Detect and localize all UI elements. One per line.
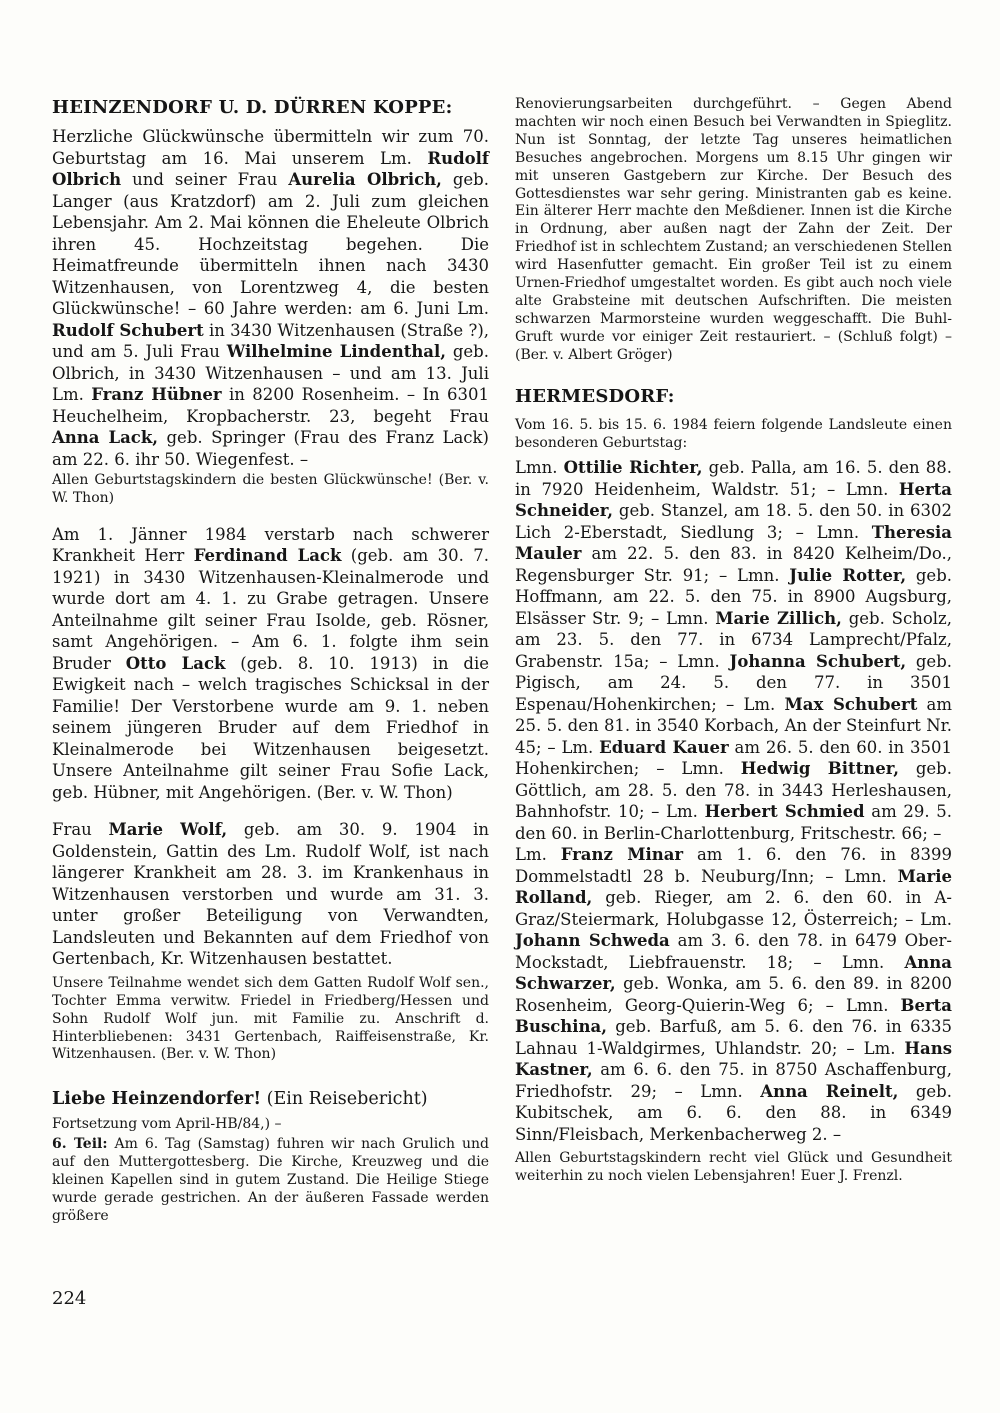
para-wolf-condolence-note: [52, 975, 489, 1065]
para-closing-wishes: [515, 1150, 952, 1186]
bold-text-run: Hedwig Bittner,: [740, 759, 899, 779]
text-run: Herzliche Glückwünsche übermitteln wir zum 70. Geburtstag am 16. Mai unserem Lm.: [52, 127, 489, 168]
bold-text-run: Franz Hübner: [91, 385, 222, 404]
text-run: Allen Geburtstagskindern die besten Glückwünsche! (Ber. v. W. Thon): [52, 472, 489, 506]
text-run: in 3430 Witzenhausen (Straße ?), und am 5. Juli Frau: [52, 320, 489, 361]
para-birthday-wishes-note: [52, 472, 489, 508]
text-run: geb. Barfuß, am 5. 6. den 76. in 6335 Lahnau 1-Waldgirmes, Uhlandstr. 20; – Lm.: [515, 1017, 952, 1058]
bold-text-run: Johann Schweda: [515, 931, 670, 951]
bold-text-run: Rudolf Schubert: [52, 320, 204, 340]
text-run: geb. Rieger, am 2. 6. den 60. in A-Graz/Steiermark, Holubgasse 12, Österreich; – Lm.: [515, 888, 952, 929]
para-hermesdorf-birthdays-may: [515, 457, 952, 844]
bold-text-run: Anna Lack,: [52, 428, 158, 447]
para-hermesdorf-birthdays-june: [515, 844, 952, 1145]
text-run: Am 1. Jänner 1984 verstarb nach schwerer Krankheit Herr: [52, 524, 489, 566]
text-run: Frau: [52, 820, 109, 840]
text-run: geb. Wonka, am 5. 6. den 89. in 8200 Rosenheim, Georg-Quierin-Weg 6; – Lmn.: [515, 974, 952, 1015]
text-run: am 6. 6. den 75. in 8750 Aschaffenburg, Friedhofstr. 29; – Lmn.: [515, 1060, 952, 1101]
bold-text-run: Ferdinand Lack: [193, 546, 342, 566]
text-run: geb. Göttlich, am 28. 5. den 78. in 3443 Herleshausen, Bahnhofstr. 10; – Lm.: [515, 759, 952, 822]
text-run: Fortsetzung vom April-HB/84,) –: [52, 1116, 282, 1133]
heading-hermesdorf: HERMESDORF:: [515, 385, 675, 407]
text-run: (geb. am 30. 7. 1921) in 3430 Witzenhausen-Kleinalmerode und wurde dort am 4. 1. zu Grabe getragen. Unsere Anteilnahme gilt seiner Frau Isolde, geb. Rösner, samt Angehörigen. – Am 6. 1. folgte ihm sein Bruder: [52, 546, 489, 673]
text-run: (Ein Reisebericht): [261, 1089, 428, 1110]
heading-heinzendorf: HEINZENDORF U. D. DÜRREN KOPPE:: [52, 97, 453, 118]
bold-text-run: Franz Minar: [560, 845, 684, 865]
para-fortsetzung-note: [52, 1116, 489, 1134]
text-run: (geb. 8. 10. 1913) in die Ewigkeit nach – welch tragisches Schicksal in der Familie! Der Verstorbene wurde am 9. 1. neben seinem jüngeren Bruder auf dem Friedhof in Kleinalmerode bei Witzenhausen beigesetzt. Unsere Anteilnahme gilt seiner Frau Sofie Lack, geb. Hübner, mit Angehörigen. (Ber. v. W. Thon): [52, 653, 489, 802]
text-run: geb. Palla, am 16. 5. den 88. in 7920 Heidenheim, Waldstr. 51; – Lmn.: [515, 458, 952, 499]
text-run: geb. Olbrich, in 3430 Witzenhausen – und am 13. Juli Lm.: [52, 342, 489, 404]
bold-text-run: Ottilie Richter,: [563, 458, 703, 478]
text-run: geb. am 30. 9. 1904 in Goldenstein, Gattin des Lm. Rudolf Wolf, ist nach längerer Krankheit am 28. 3. im Krankenhaus in Witzenhausen verstorben und wurde am 31. 3. unter großer Beteiligung von Verwandten, Landsleuten und Bekannten auf dem Friedhof von Gertenbach, Kr. Witzenhausen bestattet.: [52, 820, 489, 969]
text-run: geb. Stanzel, am 18. 5. den 50. in 6302 Lich 2-Eberstadt, Siedlung 3; – Lmn.: [515, 501, 952, 542]
para-obituary-ferdinand-otto-lack: [52, 524, 489, 804]
heading-liebe-heinzendorfer: [52, 1088, 489, 1111]
text-run: in 8200 Rosenheim. – In 6301 Heuchelheim, Kropbacherstr. 23, begeht Frau: [52, 385, 490, 426]
bold-text-run: Max Schubert: [784, 694, 918, 714]
bold-text-run: 6. Teil:: [52, 1136, 108, 1153]
bold-text-run: Liebe Heinzendorfer!: [52, 1089, 262, 1110]
para-hermesdorf-intro: [515, 417, 952, 453]
bold-text-run: Hans Kastner,: [515, 1038, 952, 1080]
bold-text-run: Marie Rolland,: [515, 866, 952, 908]
text-run: Am 6. Tag (Samstag) fuhren wir nach Grulich und auf den Muttergottesberg. Die Kirche, Kreuzweg und die kleinen Kapellen sind in gutem Zustand. Die Heilige Stiege wurde gerade gestrichen. An der äußeren Fassade werden größere: [52, 1136, 489, 1224]
bold-text-run: Marie Zillich,: [715, 608, 842, 628]
text-run: am 3. 6. den 78. in 6479 Ober-Mockstadt, Liebfrauenstr. 18; – Lmn.: [515, 931, 952, 972]
bold-text-run: Herta Schneider,: [515, 479, 952, 521]
text-run: geb. Pigisch, am 24. 5. den 77. in 3501 Espenau/Hohenkirchen; – Lm.: [515, 651, 952, 714]
text-run: und seiner Frau: [121, 170, 289, 189]
bold-text-run: Marie Wolf,: [108, 820, 228, 840]
bold-text-run: Otto Lack: [125, 653, 226, 673]
text-run: Vom 16. 5. bis 15. 6. 1984 feiern folgende Landsleute einen besonderen Geburtstag:: [515, 416, 952, 451]
bold-text-run: Aurelia Olbrich,: [288, 170, 442, 189]
para-reisebericht-teil6: [52, 1136, 489, 1226]
text-run: Renovierungsarbeiten durchgeführt. – Gegen Abend machten wir noch einen Besuch bei Verwandten in Spieglitz. Nun ist Sonntag, der letzte Tag unseres heimatlichen Besuches angebrochen. Morgens um 8.15 Uhr gingen wir mit unseren Gastgebern zur Kirche. Der Besuch des Gottesdienstes war sehr gering. Ministranten gab es keine. Ein älterer Herr machte den Meßdiener. Innen ist die Kirche in Ordnung, aber außen nagt der Zahn der Zeit. Der Friedhof ist in schlechtem Zustand; an verschiedenen Stellen wird Hasenfutter gemacht. Ein großer Teil ist zu einem Urnen-Friedhof umgestaltet worden. Es gibt auch noch viele alte Grabsteine mit deutschen Aufschriften. Die meisten schwarzen Marmorsteine wurden weggeschafft. Die Buhl-Gruft wurde vor einiger Zeit restauriert. – (Schluß folgt) – (Ber. v. Albert Gröger): [515, 96, 952, 363]
text-run: am 22. 5. den 83. in 8420 Kelheim/Do., Regensburger Str. 91; – Lmn.: [515, 544, 952, 585]
text-run: Unsere Teilnahme wendet sich dem Gatten Rudolf Wolf sen., Tochter Emma verwitw. Friedel in Friedberg/Hessen und Sohn Rudolf Wolf jun. mit Familie zu. Anschrift d. Hinterbliebenen: 3431 Gertenbach, Raiffeisenstraße, Kr. Witzenhausen. (Ber. v. W. Thon): [52, 974, 489, 1063]
bold-text-run: Wilhelmine Lindenthal,: [226, 342, 447, 361]
text-run: geb. Langer (aus Kratzdorf) am 2. Juli zum gleichen Lebensjahr. Am 2. Mai können die Eheleute Olbrich ihren 45. Hochzeitstag begehen. Die Heimatfreunde übermitteln ihnen nach 3430 Witzenhausen, von Lorentzweg 4, die besten Glückwünsche! – 60 Jahre werden: am 6. Juni Lm.: [52, 170, 489, 318]
text-run: Allen Geburtstagskindern recht viel Glück und Gesundheit weiterhin zu noch vielen Lebensjahren! Euer J. Frenzl.: [515, 1150, 952, 1185]
text-run: geb. Scholz, am 23. 5. den 77. in 6734 Lamprecht/Pfalz, Grabenstr. 15a; – Lmn.: [515, 608, 952, 671]
bold-text-run: Theresia Mauler: [515, 522, 952, 564]
text-run: am 29. 5. den 60. in Berlin-Charlottenburg, Fritschestr. 66; –: [515, 802, 952, 843]
para-heinzendorf-birthdays: [52, 126, 489, 470]
bold-text-run: Julie Rotter,: [789, 565, 907, 585]
text-run: am 25. 5. den 81. in 3540 Korbach, An der Steinfurt Nr. 45; – Lm.: [515, 694, 952, 757]
bold-text-run: Anna Schwarzer,: [515, 952, 952, 994]
para-reisebericht-continuation: [515, 96, 952, 365]
text-run: am 26. 5. den 60. in 3501 Hohenkirchen; – Lmn.: [515, 737, 952, 779]
page-number: 224: [52, 1288, 87, 1309]
bold-text-run: Eduard Kauer: [599, 737, 729, 757]
text-run: am 1. 6. den 76. in 8399 Dommelstadtl 28 b. Neuburg/Inn; – Lmn.: [515, 845, 952, 886]
text-run: Lmn.: [515, 458, 564, 478]
para-obituary-marie-wolf: [52, 819, 489, 970]
bold-text-run: Rudolf Olbrich: [52, 148, 489, 189]
text-run: geb. Springer (Frau des Franz Lack) am 22. 6. ihr 50. Wiegenfest. –: [52, 428, 489, 469]
bold-text-run: Berta Buschina,: [515, 995, 952, 1037]
text-run: geb. Kubitschek, am 6. 6. den 88. in 6349 Sinn/Fleisbach, Merkenbacherweg 2. –: [515, 1081, 952, 1144]
bold-text-run: Herbert Schmied: [704, 802, 865, 822]
left-column: [52, 96, 489, 1226]
two-column-layout: [52, 96, 952, 1226]
text-run: geb. Hoffmann, am 22. 5. den 75. in 8900 Augsburg, Elsässer Str. 9; – Lmn.: [515, 565, 952, 628]
text-run: Lm.: [515, 845, 561, 865]
bold-text-run: Anna Reinelt,: [760, 1081, 899, 1101]
bold-text-run: Johanna Schubert,: [729, 651, 907, 671]
right-column: [515, 96, 952, 1226]
